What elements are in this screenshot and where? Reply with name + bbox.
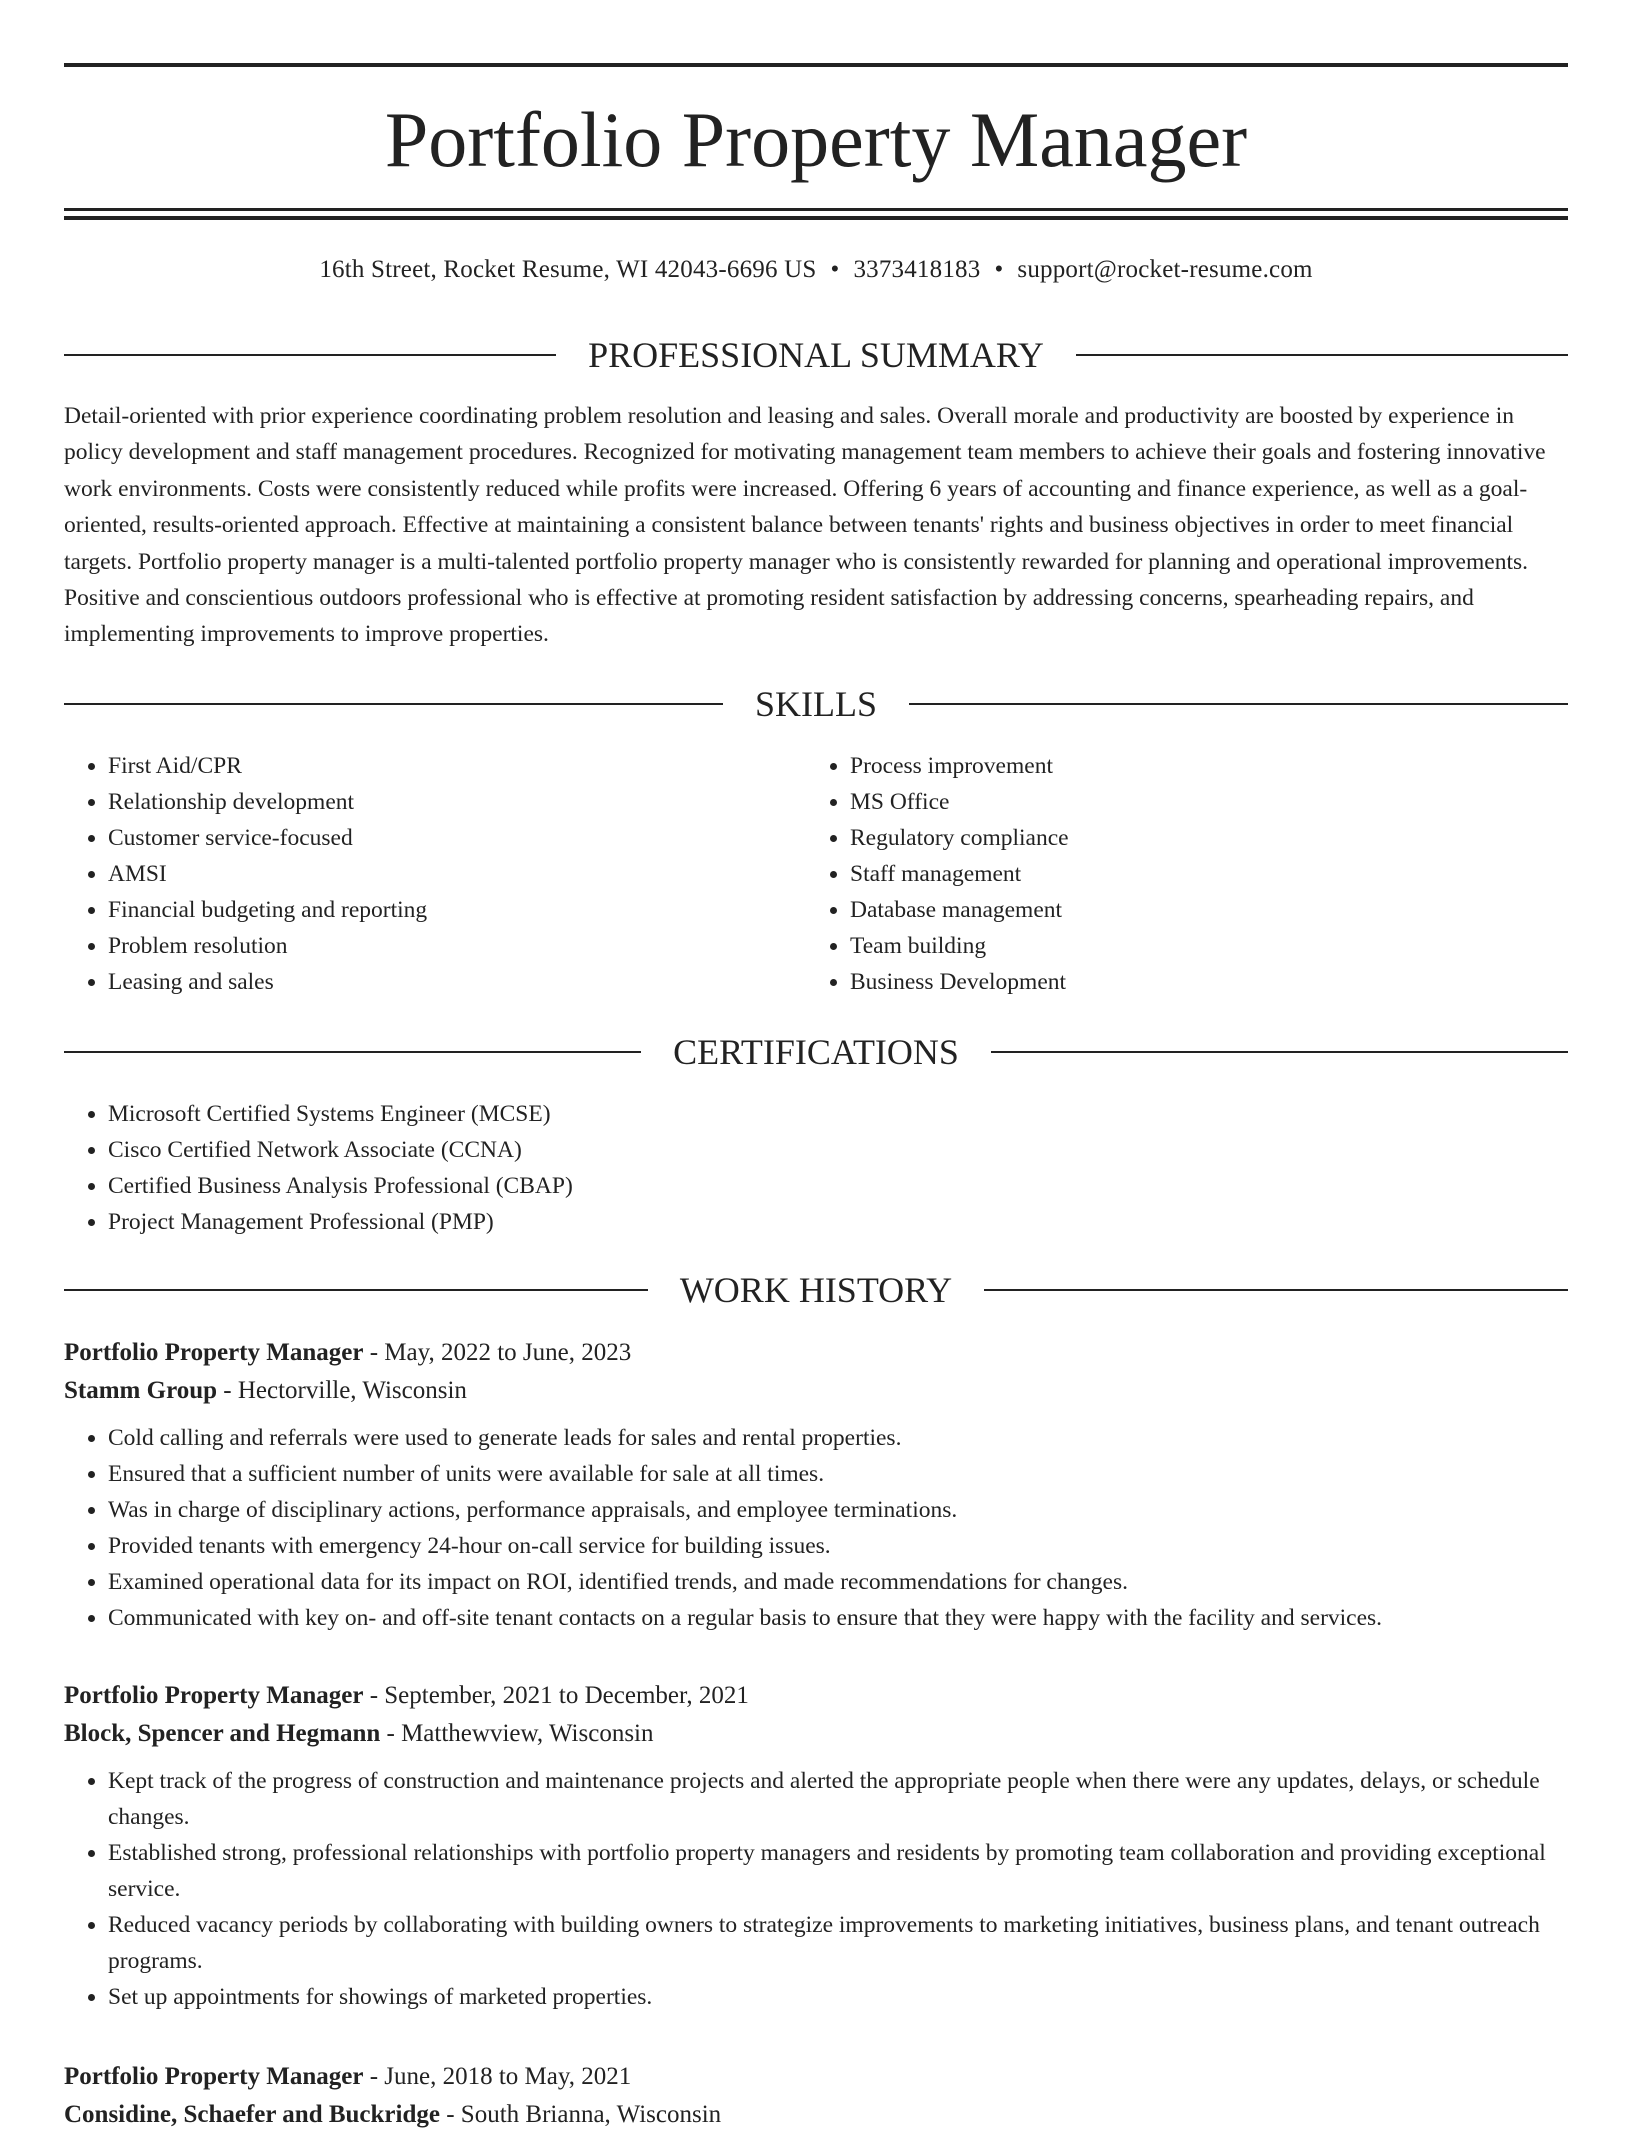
heading-rule <box>1076 354 1568 356</box>
job-entry <box>64 1677 1568 2015</box>
job-dates: - May, 2022 to June, 2023 <box>363 1339 632 1366</box>
skills-right-column <box>806 748 1506 1000</box>
skill-item: • Financial budgeting and reporting <box>108 892 764 928</box>
job-entry <box>64 2058 1568 2134</box>
summary-heading-label: PROFESSIONAL SUMMARY <box>588 335 1044 375</box>
certification-item: • Project Management Professional (PMP) <box>108 1204 1568 1240</box>
skills-right-list <box>806 748 1506 1000</box>
job-bullets <box>64 1763 1568 2015</box>
certification-item: • Certified Business Analysis Professional (CBAP) <box>108 1168 1568 1204</box>
skill-item: • Relationship development <box>108 784 764 820</box>
contact-address: 16th Street, Rocket Resume, WI 42043-6696 US <box>319 256 817 283</box>
skill-item: • First Aid/CPR <box>108 748 764 784</box>
job-bullet: • Communicated with key on- and off-site tenant contacts on a regular basis to ensure that they were happy with the facility and services. <box>108 1600 1568 1636</box>
job-location: - South Brianna, Wisconsin <box>439 2101 722 2128</box>
certifications-list <box>64 1096 1568 1240</box>
summary-heading <box>64 333 1568 377</box>
job-title-line <box>64 2058 1568 2096</box>
job-company-line <box>64 1715 1568 1753</box>
job-company: Stamm Group <box>64 1377 218 1404</box>
job-company-line <box>64 1372 1568 1410</box>
skill-item: • Problem resolution <box>108 928 764 964</box>
job-title-line <box>64 1677 1568 1715</box>
contact-phone: 3373418183 <box>853 256 981 283</box>
job-title: Portfolio Property Manager <box>64 1339 364 1366</box>
job-company-line <box>64 2096 1568 2134</box>
certifications-heading-label: CERTIFICATIONS <box>673 1032 959 1072</box>
certification-item: • Microsoft Certified Systems Engineer (MCSE) <box>108 1096 1568 1132</box>
skills-heading <box>64 682 1568 726</box>
skills-left-list <box>64 748 764 1000</box>
top-rule <box>64 63 1568 67</box>
job-bullet: • Was in charge of disciplinary actions, performance appraisals, and employee terminations. <box>108 1492 1568 1528</box>
skill-item: • Leasing and sales <box>108 964 764 1000</box>
job-location: - Hectorville, Wisconsin <box>217 1377 467 1404</box>
skill-item: • Business Development <box>850 964 1506 1000</box>
heading-rule <box>64 1051 641 1053</box>
job-location: - Matthewview, Wisconsin <box>380 1720 654 1747</box>
work-history-heading-label: WORK HISTORY <box>679 1270 953 1310</box>
job-bullet: • Set up appointments for showings of marketed properties. <box>108 1979 1568 2015</box>
heading-rule <box>909 703 1568 705</box>
heading-rule <box>991 1051 1568 1053</box>
job-bullet: • Reduced vacancy periods by collaborating with building owners to strategize improvements to marketing initiatives, business plans, and tenant outreach programs. <box>108 1907 1568 1979</box>
job-bullets <box>64 1420 1568 1636</box>
job-dates: - June, 2018 to May, 2021 <box>363 2063 632 2090</box>
job-bullet: • Kept track of the progress of construction and maintenance projects and alerted the appropriate people when there were any updates, delays, or schedule changes. <box>108 1763 1568 1835</box>
job-title: Portfolio Property Manager <box>64 1682 364 1709</box>
contact-separator: • <box>830 256 840 283</box>
resume-title: Portfolio Property Manager <box>384 96 1248 183</box>
skill-item: • Database management <box>850 892 1506 928</box>
skill-item: • AMSI <box>108 856 764 892</box>
heading-rule <box>984 1289 1568 1291</box>
heading-rule <box>64 354 556 356</box>
job-bullet: • Ensured that a sufficient number of units were available for sale at all times. <box>108 1456 1568 1492</box>
work-history-heading <box>64 1268 1568 1312</box>
job-title: Portfolio Property Manager <box>64 2063 364 2090</box>
skill-item: • Process improvement <box>850 748 1506 784</box>
contact-separator: • <box>994 256 1004 283</box>
title-double-rule <box>64 208 1568 220</box>
contact-line <box>64 252 1568 288</box>
job-dates: - September, 2021 to December, 2021 <box>363 1682 749 1709</box>
job-title-line <box>64 1334 1568 1372</box>
skill-item: • Team building <box>850 928 1506 964</box>
skill-item: • Regulatory compliance <box>850 820 1506 856</box>
job-bullet: • Examined operational data for its impact on ROI, identified trends, and made recommendations for changes. <box>108 1564 1568 1600</box>
contact-email: support@rocket-resume.com <box>1017 256 1313 283</box>
heading-rule <box>64 1289 648 1291</box>
job-bullet: • Provided tenants with emergency 24-hour on-call service for building issues. <box>108 1528 1568 1564</box>
job-company: Considine, Schaefer and Buckridge <box>64 2101 440 2128</box>
skills-left-column <box>64 748 764 1000</box>
skills-heading-label: SKILLS <box>755 684 878 724</box>
heading-rule <box>64 703 723 705</box>
job-company: Block, Spencer and Hegmann <box>64 1720 381 1747</box>
job-bullet: • Cold calling and referrals were used to generate leads for sales and rental properties. <box>108 1420 1568 1456</box>
skill-item: • Customer service-focused <box>108 820 764 856</box>
job-bullet: • Established strong, professional relationships with portfolio property managers and residents by promoting team collaboration and providing exceptional service. <box>108 1835 1568 1907</box>
summary-text: Detail-oriented with prior experience coordinating problem resolution and leasing and sales. Overall morale and productivity are boosted by experience in policy development and staff management procedures. Recognized for motivating management team members to achieve their goals and fostering innovative work environments. Costs were consistently reduced while profits were increased. Offering 6 years of accounting and finance experience, as well as a goal-oriented, results-oriented approach. Effective at maintaining a consistent balance between tenants' rights and business objectives in order to meet financial targets. Portfolio property manager is a multi-talented portfolio property manager who is consistently rewarded for planning and operational improvements. Positive and conscientious outdoors professional who is effective at promoting resident satisfaction by addressing concerns, spearheading repairs, and implementing improvements to improve properties. <box>64 403 1546 648</box>
skill-item: • Staff management <box>850 856 1506 892</box>
certifications-heading <box>64 1030 1568 1074</box>
certification-item: • Cisco Certified Network Associate (CCNA) <box>108 1132 1568 1168</box>
skill-item: • MS Office <box>850 784 1506 820</box>
certifications-section <box>64 1096 1568 1240</box>
job-entry <box>64 1334 1568 1636</box>
